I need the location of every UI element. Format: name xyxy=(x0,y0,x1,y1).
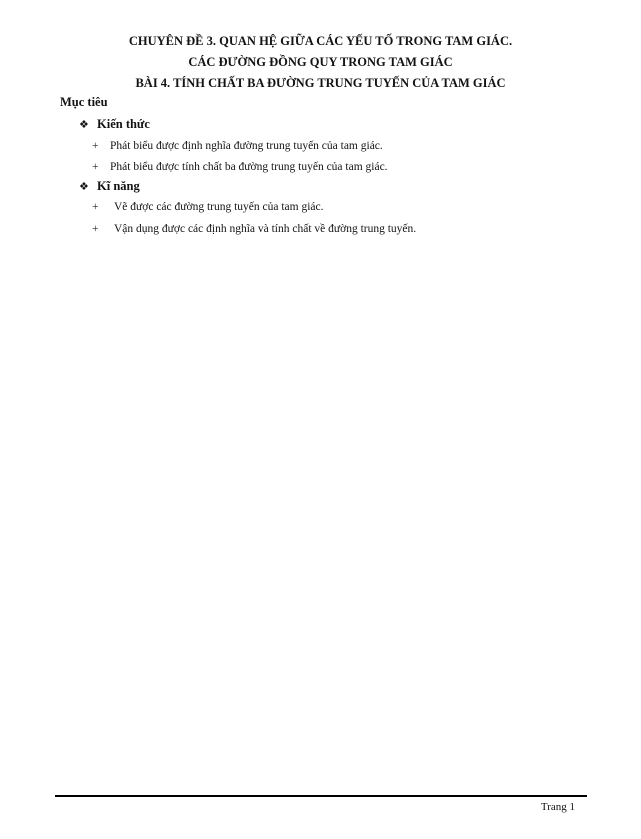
subsection-heading-kien-thuc xyxy=(79,118,150,131)
objective-item-text: Phát biểu được tính chất ba đường trung tuyến của tam giác. xyxy=(110,161,388,173)
doc-title-line-1: CHUYÊN ĐỀ 3. QUAN HỆ GIỮA CÁC YẾU TỐ TRONG TAM GIÁC. xyxy=(128,34,513,48)
objective-item-text: Phát biểu được định nghĩa đường trung tuyến của tam giác. xyxy=(110,140,383,152)
section-heading-muc-tieu: Mục tiêu xyxy=(60,95,108,109)
page-number: Trang 1 xyxy=(540,801,575,813)
objective-item xyxy=(92,202,324,214)
objective-item-text: Vận dụng được các định nghĩa và tính chất về đường trung tuyến. xyxy=(114,223,417,235)
subsection-heading-ki-nang xyxy=(79,180,140,193)
plus-bullet-icon: + xyxy=(92,140,99,152)
diamond-bullet-icon: ❖ xyxy=(79,181,89,193)
objective-item xyxy=(92,162,388,174)
doc-title-line-2: CÁC ĐƯỜNG ĐỒNG QUY TRONG TAM GIÁC xyxy=(188,55,453,69)
doc-title-line-3: BÀI 4. TÍNH CHẤT BA ĐƯỜNG TRUNG TUYẾN CỦA TAM GIÁC xyxy=(135,76,506,90)
objective-item xyxy=(92,224,416,236)
plus-bullet-icon: + xyxy=(92,161,99,173)
objective-item-text: Vẽ được các đường trung tuyến của tam giác. xyxy=(114,201,324,213)
subsection-heading-label: Kiến thức xyxy=(97,117,150,131)
subsection-heading-label: Kĩ năng xyxy=(97,179,140,193)
plus-bullet-icon: + xyxy=(92,201,99,213)
diamond-bullet-icon: ❖ xyxy=(79,119,89,131)
objective-item xyxy=(92,141,383,153)
footer-divider xyxy=(55,795,587,797)
plus-bullet-icon: + xyxy=(92,223,99,235)
